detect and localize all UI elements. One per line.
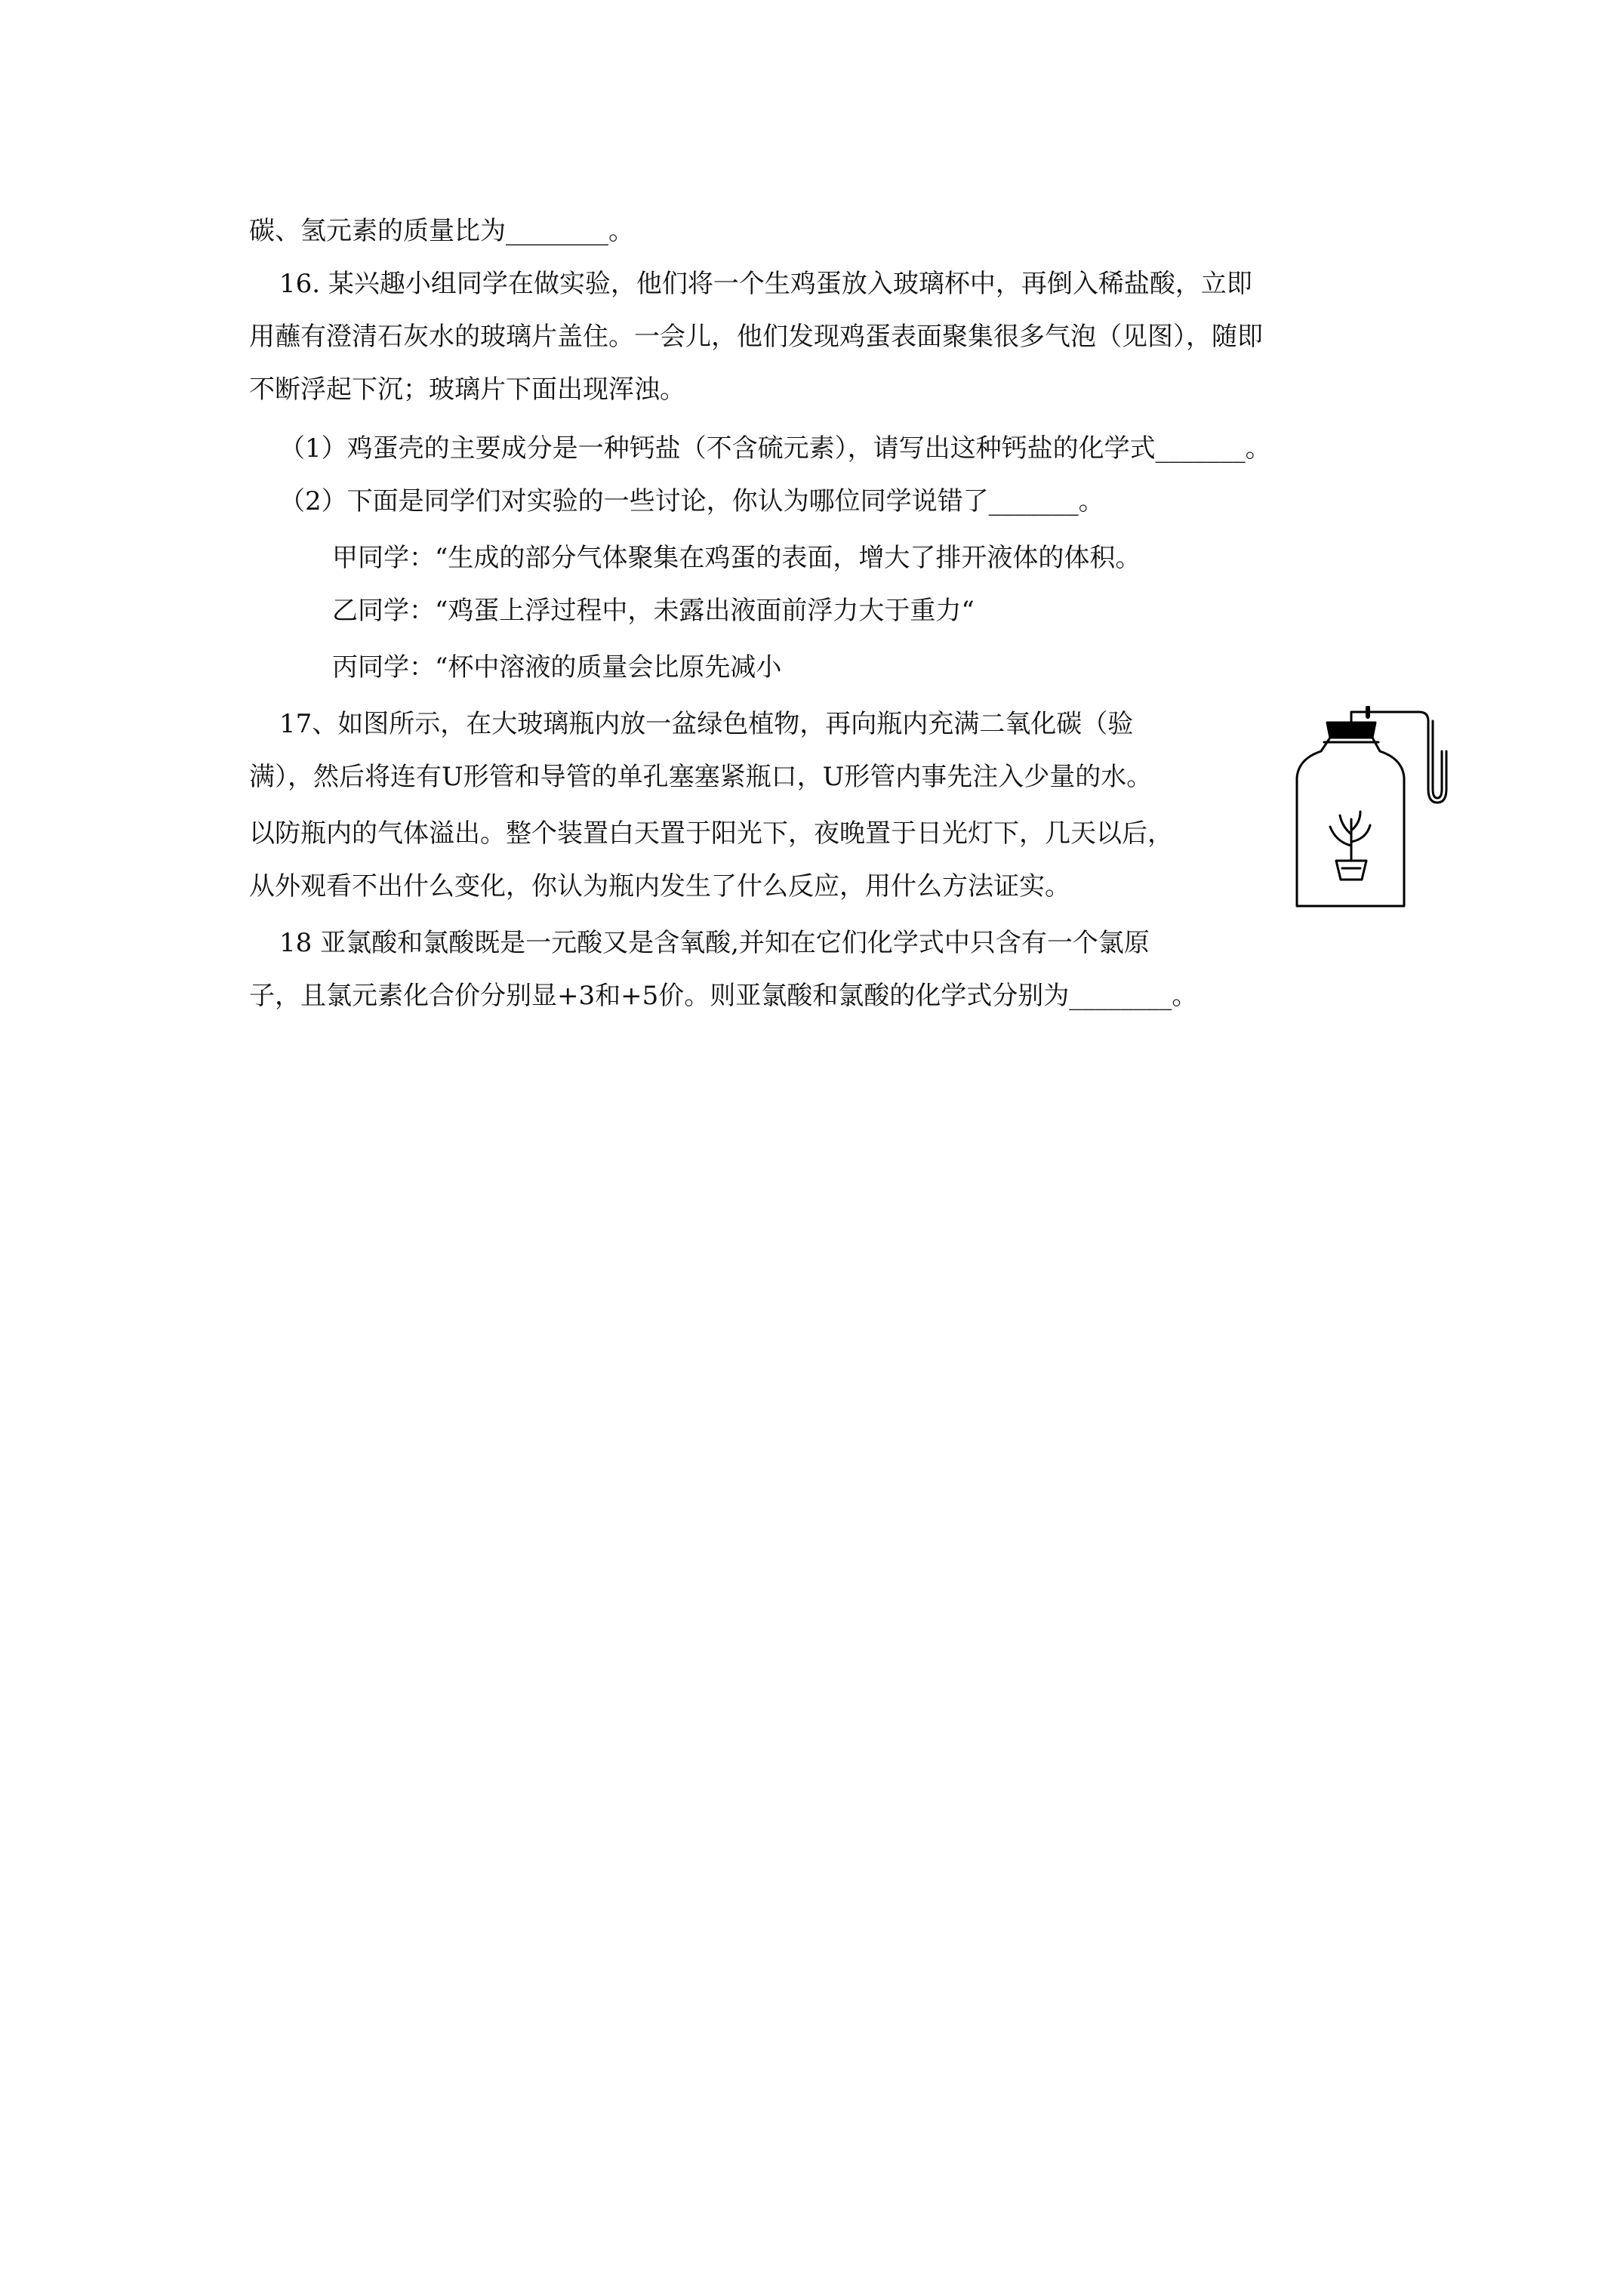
q17-line-3: 以防瓶内的气体溢出。整个装置白天置于阳光下，夜晚置于日光灯下，几天以后， [249,818,1173,849]
tube-down [1419,712,1428,789]
q17-line-4: 从外观看不出什么变化，你认为瓶内发生了什么反应，用什么方法证实。 [249,871,1070,901]
q16-line-1: 16. 某兴趣小组同学在做实验，他们将一个生鸡蛋放入玻璃杯中，再倒入稀盐酸，立即 [279,269,1252,299]
q16-student-bing: 丙同学：“杯中溶液的质量会比原先减小 [332,652,782,683]
q18-line-2: 子，且氯元素化合价分别显+3和+5价。则亚氯酸和氯酸的化学式分别为________。 [249,981,1198,1011]
q18-line-1: 18 亚氯酸和氯酸既是一元酸又是含氧酸,并知在它们化学式中只含有一个氯原 [279,928,1150,958]
stopper [1327,723,1375,738]
q15-tail-line: 碳、氢元素的质量比为________。 [249,216,634,246]
plant-pot [1336,861,1366,880]
q17-line-2: 满），然后将连有U形管和导管的单孔塞塞紧瓶口，U形管内事先注入少量的水。 [249,762,1153,792]
plant-leaf-right2 [1351,812,1360,831]
plant-leaf-left2 [1340,815,1351,834]
q16-student-yi: 乙同学：“鸡蛋上浮过程中，未露出液面前浮力大于重力“ [332,596,975,626]
q16-line-2: 用蘸有澄清石灰水的玻璃片盖住。一会儿，他们发现鸡蛋表面聚集很多气泡（见图），随即 [249,322,1263,352]
q17-line-1: 17、如图所示，在大玻璃瓶内放一盆绿色植物，再向瓶内充满二氧化碳（验 [279,709,1134,739]
jar-plant-u-tube-figure [1283,706,1480,914]
q16-sub1: （1）鸡蛋壳的主要成分是一种钙盐（不含硫元素），请写出这种钙盐的化学式_______。 [279,433,1271,464]
u-tube [1428,751,1446,803]
q16-sub2: （2）下面是同学们对实验的一些讨论，你认为哪位同学说错了_______。 [279,486,1104,516]
u-tube-inner [1433,721,1442,798]
q16-student-jia: 甲同学：“生成的部分气体聚集在鸡蛋的表面，增大了排开液体的体积。 [332,543,1141,573]
plant-leaf-left [1330,827,1351,846]
q16-line-3: 不断浮起下沉；玻璃片下面出现浑浊。 [249,374,685,405]
delivery-tube [1351,712,1419,723]
